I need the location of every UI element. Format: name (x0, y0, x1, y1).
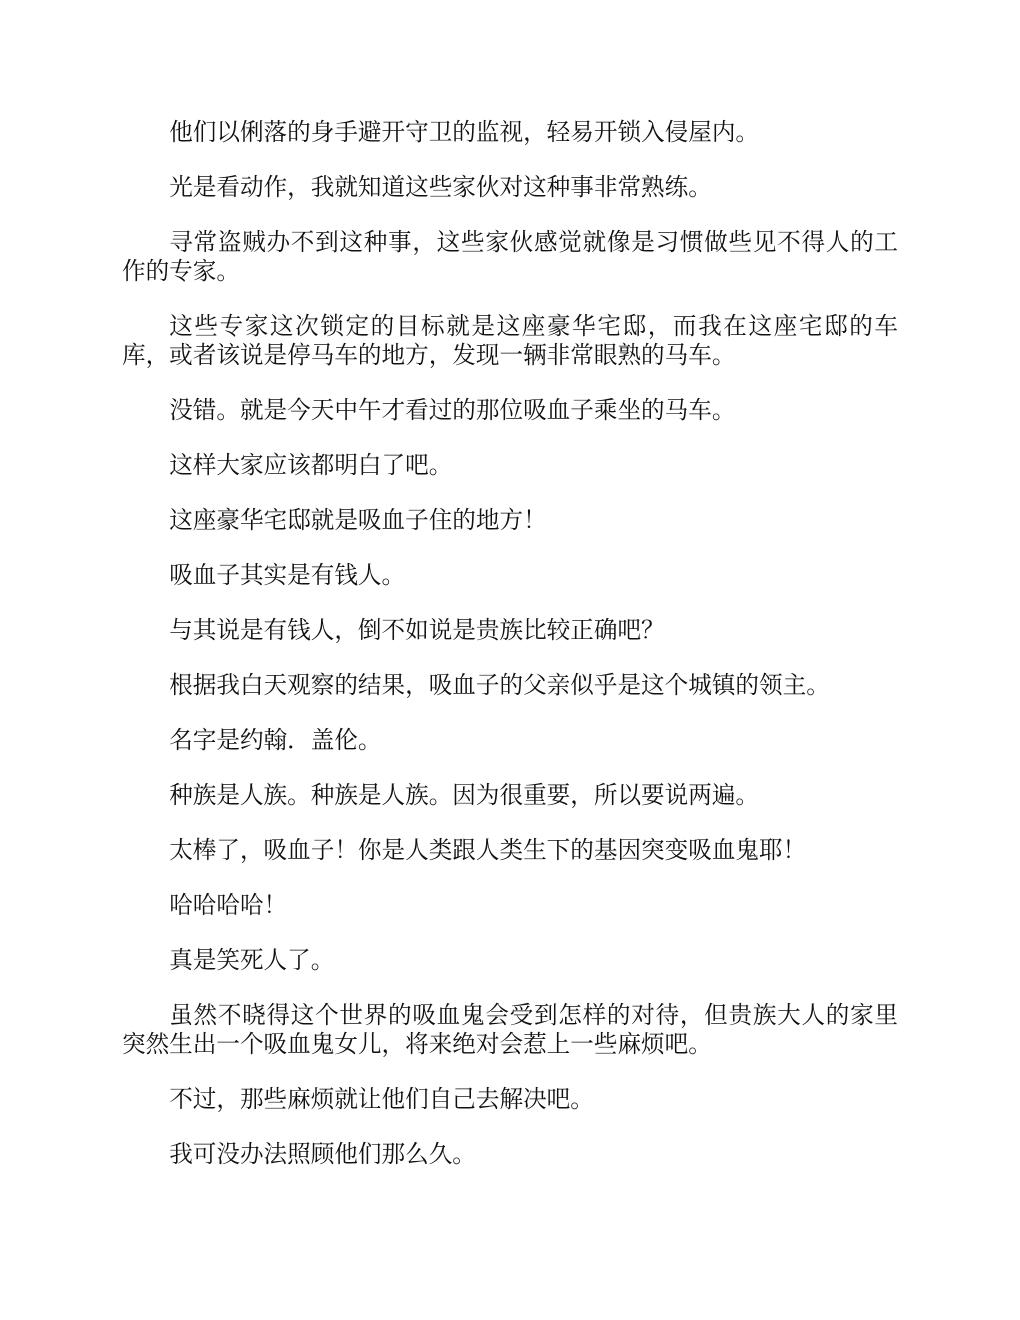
paragraph-12: 种族是人族。种族是人族。因为很重要，所以要说两遍。 (169, 781, 760, 809)
paragraph-7: 这座豪华宅邸就是吸血子住的地方！ (169, 506, 547, 534)
paragraph-2: 光是看动作，我就知道这些家伙对这种事非常熟练。 (169, 173, 712, 201)
paragraph-13: 太棒了，吸血子！你是人类跟人类生下的基因突变吸血鬼耶！ (169, 836, 807, 864)
paragraph-15: 真是笑死人了。 (169, 946, 335, 974)
paragraph-6: 这样大家应该都明白了吧。 (169, 451, 453, 479)
paragraph-4: 这些专家这次锁定的目标就是这座豪华宅邸，而我在这座宅邸的车库，或者该说是停马车的地方，发现一辆非常眼熟的马车。 (122, 312, 898, 369)
paragraph-14: 哈哈哈哈！ (169, 891, 288, 919)
paragraph-10: 根据我白天观察的结果，吸血子的父亲似乎是这个城镇的领主。 (169, 671, 830, 699)
paragraph-1: 他们以俐落的身手避开守卫的监视，轻易开锁入侵屋内。 (169, 118, 760, 146)
paragraph-17: 不过，那些麻烦就让他们自己去解决吧。 (169, 1085, 594, 1113)
paragraph-18: 我可没办法照顾他们那么久。 (169, 1140, 476, 1168)
document-page (122, 118, 898, 1195)
paragraph-9: 与其说是有钱人，倒不如说是贵族比较正确吧？ (169, 616, 665, 644)
paragraph-11: 名字是约翰．盖伦。 (169, 726, 382, 754)
paragraph-8: 吸血子其实是有钱人。 (169, 561, 406, 589)
paragraph-3: 寻常盗贼办不到这种事，这些家伙感觉就像是习惯做些见不得人的工作的专家。 (122, 228, 898, 285)
paragraph-16: 虽然不晓得这个世界的吸血鬼会受到怎样的对待，但贵族大人的家里突然生出一个吸血鬼女儿，将来绝对会惹上一些麻烦吧。 (122, 1001, 898, 1058)
paragraph-5: 没错。就是今天中午才看过的那位吸血子乘坐的马车。 (169, 396, 736, 424)
